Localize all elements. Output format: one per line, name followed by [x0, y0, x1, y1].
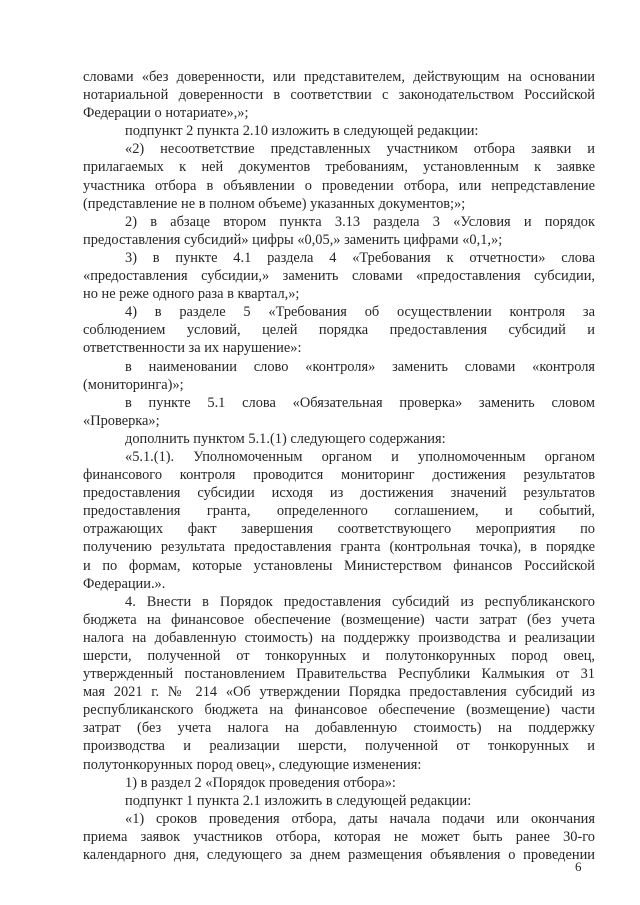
text-line: налога на добавленную стоимость) на поддержку производства и реализации [83, 629, 595, 646]
text-line: «предоставления субсидии,» заменить словами «предоставления субсидии, [83, 268, 595, 285]
text-line: предоставления субсидий» цифры «0,05,» заменить цифрами «0,1,»; [83, 231, 503, 248]
text-line: подпункт 1 пункта 2.1 изложить в следующей редакции: [125, 792, 472, 809]
text-line: приема заявок участников отбора, которая не может быть ранее 30-го [83, 828, 595, 845]
text-line: отражающих факт завершения соответствующего мероприятия по [83, 521, 595, 538]
text-line: участника отбора в объявлении о проведении отбора, или непредставление [83, 177, 595, 194]
text-line: словами «без доверенности, или представителем, действующим на основании [83, 69, 595, 85]
text-line: нотариальной доверенности в соответствии с законодательством Российской [83, 87, 595, 104]
text-line: Федерации.». [83, 575, 166, 592]
text-line: шерсти, полученной от тонкорунных и полутонкорунных пород овец, [83, 648, 595, 664]
text-line: но не реже одного раза в квартал,»; [83, 286, 300, 303]
text-line: республиканского бюджета на финансовое обеспечение (возмещение) части [83, 702, 595, 719]
text-line: полутонкорунных пород овец», следующие изменения: [83, 756, 422, 773]
text-line: в наименовании слово «контроля» заменить словами «контроля [125, 358, 595, 375]
text-line: «Проверка»; [83, 412, 160, 429]
text-line: календарного дня, следующего за днем размещения объявления о проведении [83, 847, 595, 864]
text-line: затрат (без учета налога на добавленную стоимость) на поддержку [83, 720, 595, 737]
page-number: 6 [575, 859, 582, 874]
text-line: соблюдением условий, целей порядка предоставления субсидий и [83, 322, 595, 339]
text-line: мая 2021 г. № 214 «Об утверждении Порядка предоставления субсидий из [83, 684, 595, 701]
text-line: получению результата предоставления гранта (контрольная точка), в порядке [83, 539, 595, 556]
text-line: 4) в разделе 5 «Требования об осуществлении контроля за [125, 304, 595, 321]
text-line: «1) сроков проведения отбора, даты начала подачи или окончания [125, 810, 595, 827]
text-line: 2) в абзаце втором пункта 3.13 раздела 3 «Условия и порядок [125, 213, 595, 230]
text-line: «2) несоответствие представленных участником отбора заявки и [125, 141, 595, 158]
text-line: и по формам, которые установлены Министерством финансов Российской [83, 557, 595, 574]
text-line: бюджета на финансовое обеспечение (возмещение) части затрат (без учета [83, 611, 595, 628]
text-line: 3) в пункте 4.1 раздела 4 «Требования к отчетности» слова [125, 249, 595, 266]
text-line: 4. Внести в Порядок предоставления субсидий из республиканского [125, 593, 595, 610]
text-line: подпункт 2 пункта 2.10 изложить в следующей редакции: [125, 123, 479, 140]
text-line: производства и реализации шерсти, полученной от тонкорунных и [83, 738, 595, 755]
document-body [83, 68, 595, 864]
text-line: «5.1.(1). Уполномоченным органом и уполномоченным органом [125, 448, 595, 465]
text-line: предоставления субсидии исходя из достижения значений результатов [83, 485, 595, 502]
text-line: прилагаемых к ней документов требованиям, установленным к заявке [83, 159, 595, 176]
text-line: предоставления гранта, определенного соглашением, и событий, [83, 503, 595, 520]
text-line: утвержденный постановлением Правительства Республики Калмыкия от 31 [83, 666, 595, 683]
text-line: 1) в раздел 2 «Порядок проведения отбора»: [125, 774, 396, 791]
text-line: финансового контроля проводится мониторинг достижения результатов [83, 467, 595, 484]
text-line: дополнить пунктом 5.1.(1) следующего содержания: [125, 430, 446, 447]
text-line: в пункте 5.1 слова «Обязательная проверка» заменить словом [125, 394, 595, 411]
text-line: (мониторинга)»; [83, 376, 184, 393]
text-line: (представление не в полном объеме) указанных документов;»; [83, 195, 466, 212]
text-line: Федерации о нотариате»,»; [83, 105, 249, 122]
text-line: ответственности за их нарушение»: [83, 340, 302, 357]
